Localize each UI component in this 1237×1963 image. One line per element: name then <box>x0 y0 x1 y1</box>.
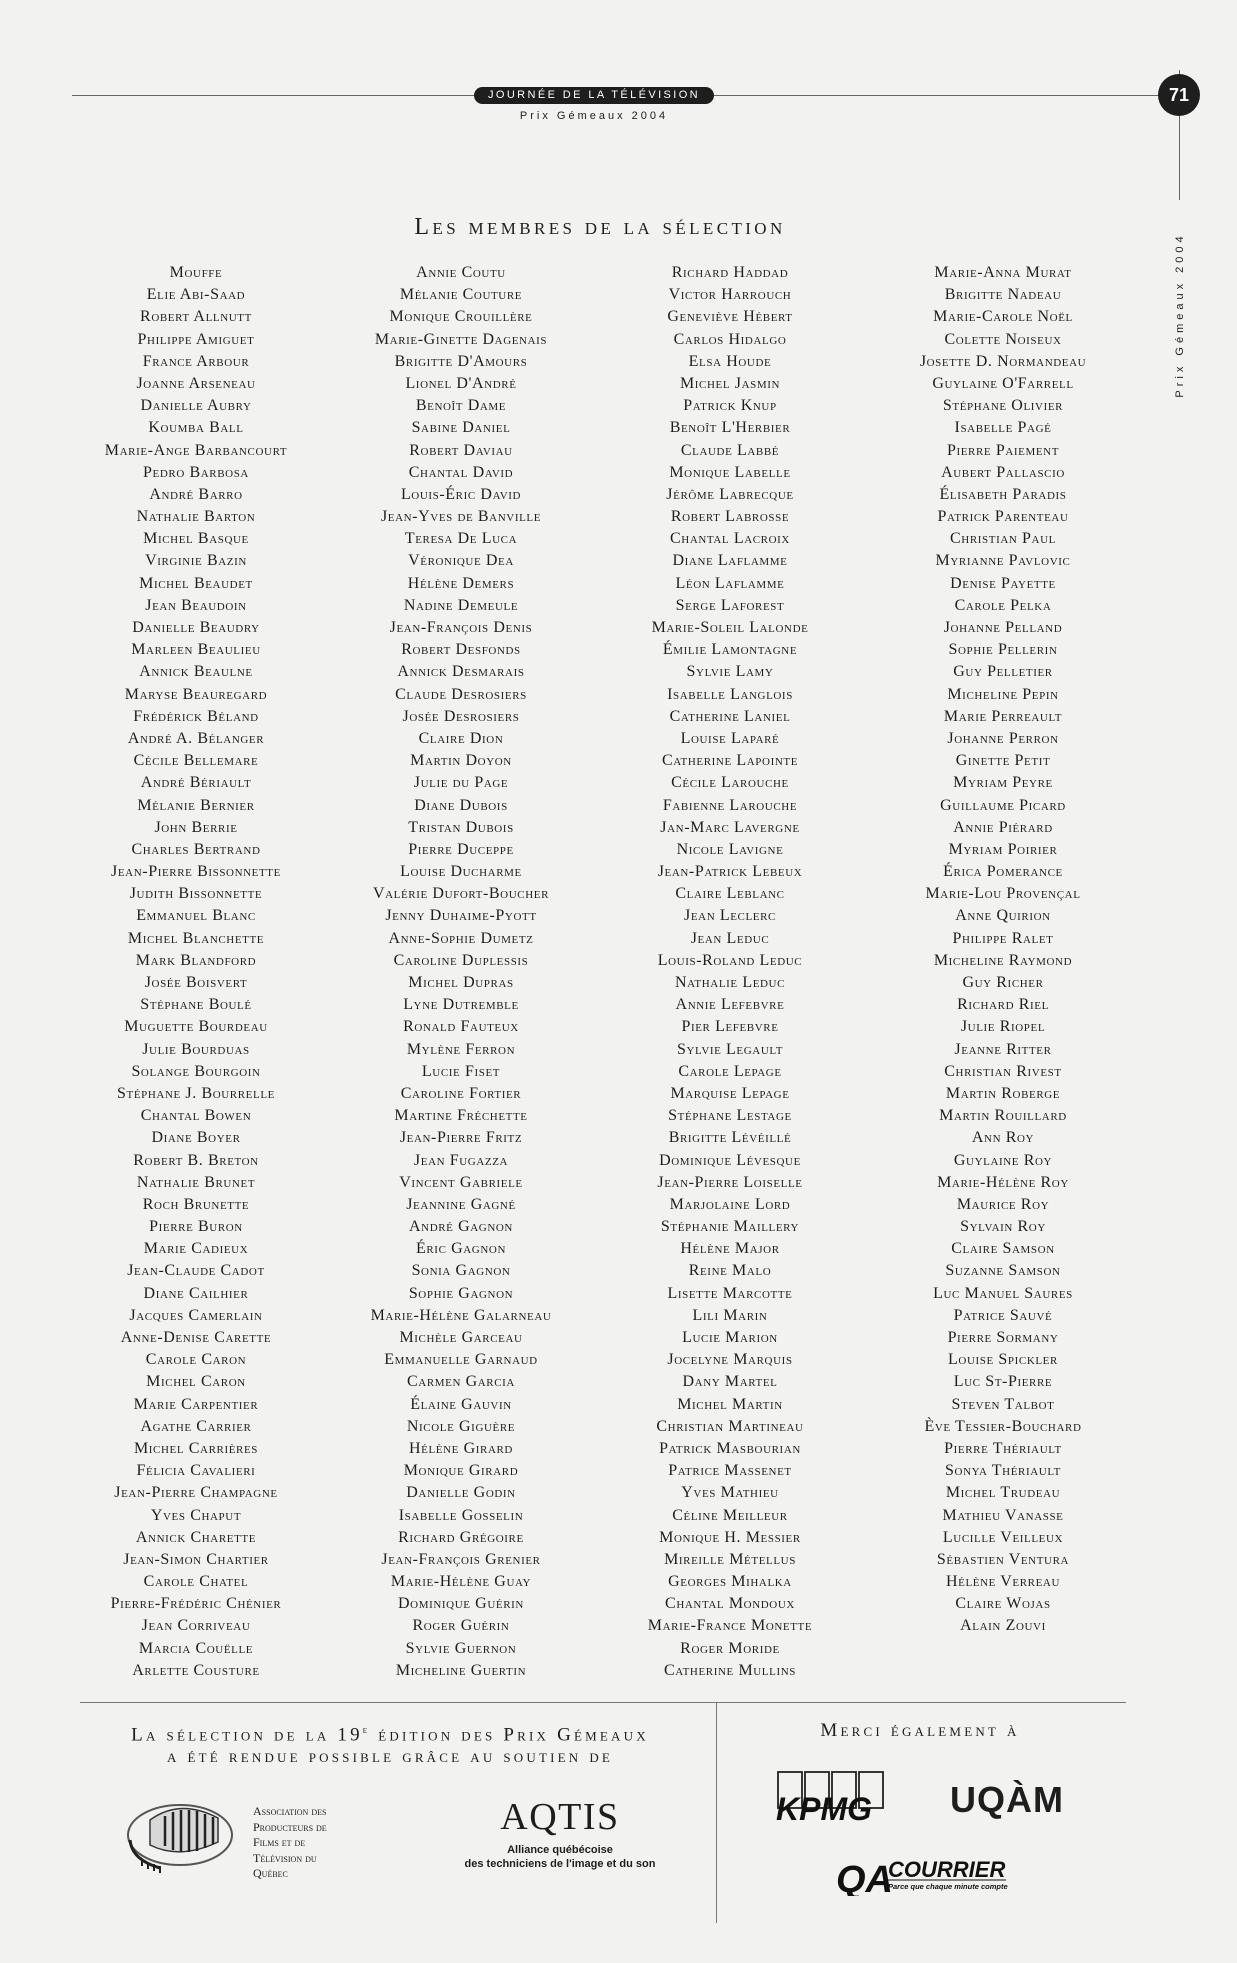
member-name: Christian Paul <box>950 530 1056 548</box>
member-name: Hélène Verreau <box>945 1573 1061 1591</box>
member-name: Michel Basque <box>143 530 249 548</box>
member-name: Patrice Sauvé <box>953 1306 1053 1324</box>
member-name: Éric Gagnon <box>416 1240 506 1258</box>
footer-rule <box>80 1702 1126 1703</box>
member-name: Carole Chatel <box>143 1573 249 1591</box>
member-name: Catherine Laniel <box>669 707 791 725</box>
member-name: Jacques Camerlain <box>129 1306 263 1324</box>
member-name: Carole Caron <box>145 1351 247 1369</box>
member-name: Léon Laflamme <box>675 574 785 592</box>
member-name: Caroline Fortier <box>400 1084 522 1102</box>
member-name: Marie-Ange Barbancourt <box>104 441 288 459</box>
member-name: Serge Laforest <box>675 596 785 614</box>
member-name: Carole Pelka <box>954 596 1052 614</box>
member-name: Diane Cailhier <box>143 1284 249 1302</box>
member-name: Richard Haddad <box>671 264 789 281</box>
member-name: Pierre Paiement <box>946 441 1060 459</box>
member-name: Michel Trudeau <box>945 1484 1061 1502</box>
member-name: Stéphane Olivier <box>942 397 1064 415</box>
names-column-3 <box>605 262 855 1682</box>
member-name: Élaine Gauvin <box>410 1395 512 1413</box>
member-name: Louise Ducharme <box>400 863 522 881</box>
member-name: Lucille Veilleux <box>942 1528 1064 1546</box>
footer-divider <box>716 1703 717 1923</box>
member-name: Marjolaine Lord <box>669 1195 791 1213</box>
member-name: Colette Noiseux <box>944 330 1062 348</box>
member-name: Michel Jasmin <box>679 374 781 392</box>
member-name: Nathalie Barton <box>136 508 256 526</box>
header-banner: JOURNÉE DE LA TÉLÉVISION <box>474 87 714 104</box>
member-name: John Berrie <box>154 818 238 836</box>
member-name: Stéphane Lestage <box>668 1107 792 1125</box>
member-name: Monique Crouillère <box>389 308 533 326</box>
member-name: Jean-Pierre Loiselle <box>657 1173 803 1191</box>
member-name: Nathalie Brunet <box>136 1173 256 1191</box>
member-name: Sylvie Legault <box>676 1040 784 1058</box>
member-name: Annick Charette <box>135 1528 257 1546</box>
member-name: Brigitte Lévéillé <box>668 1129 792 1147</box>
member-name: Nicole Lavigne <box>676 840 784 858</box>
member-name: Catherine Mullins <box>664 1661 796 1679</box>
apfftq-line: Films et de <box>253 1835 306 1849</box>
member-name: Catherine Lapointe <box>661 752 799 770</box>
member-name: Monique H. Messier <box>659 1528 801 1546</box>
member-name: Marie-France Monette <box>647 1617 813 1635</box>
member-name: Jérôme Labrecque <box>666 485 794 503</box>
member-name: Véronique Dea <box>408 552 514 570</box>
member-name: Luc St-Pierre <box>953 1373 1053 1391</box>
member-name: Chantal Mondoux <box>665 1595 795 1613</box>
member-name: Chantal Lacroix <box>670 530 790 548</box>
member-name: Guylaine O'Farrell <box>932 374 1074 392</box>
member-name: Anne-Denise Carette <box>120 1329 272 1346</box>
member-name: Jean-Pierre Fritz <box>399 1129 523 1147</box>
member-name: Jean Fugazza <box>413 1151 509 1169</box>
member-name: Ronald Fauteux <box>403 1018 519 1036</box>
member-name: Julie Bourduas <box>142 1040 250 1058</box>
member-name: Jean-François Grenier <box>381 1550 541 1568</box>
member-name: Carlos Hidalgo <box>673 330 787 348</box>
member-name: Robert Labrosse <box>670 508 790 526</box>
member-name: Isabelle Pagé <box>954 419 1052 437</box>
member-name: Lyne Dutremble <box>403 996 519 1014</box>
aqtis-wordmark: AQTIS <box>500 1796 620 1838</box>
member-name: Jean-François Denis <box>389 619 533 636</box>
member-name: Robert Allnutt <box>140 308 252 326</box>
member-name: André A. Bélanger <box>127 729 265 747</box>
member-name: Hélène Major <box>680 1240 780 1258</box>
member-name: Josée Desrosiers <box>402 707 520 725</box>
member-name: Virginie Bazin <box>145 552 247 570</box>
member-name: Alain Zouvi <box>960 1617 1046 1635</box>
member-name: Patrick Masbourian <box>659 1439 801 1457</box>
member-name: Robert B. Breton <box>133 1151 259 1169</box>
member-name: Louis-Éric David <box>400 485 522 503</box>
member-name: Valérie Dufort-Boucher <box>372 885 550 903</box>
member-name: Claire Leblanc <box>675 885 785 903</box>
member-name: Cécile Bellemare <box>133 752 259 770</box>
names-column-4 <box>878 262 1128 1638</box>
member-name: Sonya Thériault <box>945 1462 1061 1480</box>
member-name: Muguette Bourdeau <box>124 1018 268 1036</box>
member-name: Anne-Sophie Dumetz <box>388 929 534 947</box>
member-name: Yves Chaput <box>150 1506 242 1524</box>
courrier-wordmark-icon <box>836 1856 1016 1896</box>
member-name: Monique Girard <box>403 1462 519 1480</box>
sponsor-statement-line-1: La sélection de la 19e édition des Prix Gémeaux <box>131 1724 649 1746</box>
apfftq-line: Télévision du <box>253 1850 317 1865</box>
member-name: Guy Pelletier <box>953 663 1053 681</box>
kpmg-boxes-icon <box>774 1768 894 1830</box>
member-name: Agathe Carrier <box>140 1417 252 1435</box>
member-name: Elsa Houde <box>688 352 772 370</box>
member-name: Hélène Demers <box>407 574 515 592</box>
colosseum-emblem-icon <box>120 1790 240 1880</box>
member-name: Emmanuelle Garnaud <box>384 1351 538 1369</box>
member-name: Stéphane Boulé <box>140 996 252 1014</box>
member-name: Sylvie Guernon <box>405 1639 517 1657</box>
member-name: Tristan Dubois <box>408 818 514 836</box>
member-name: Lionel D'André <box>405 374 517 392</box>
member-name: Mélanie Couture <box>399 286 523 304</box>
member-name: Charles Bertrand <box>131 840 261 858</box>
member-name: Reine Malo <box>688 1262 772 1280</box>
member-name: Jeannine Gagné <box>406 1195 516 1213</box>
names-column-1 <box>71 262 321 1682</box>
member-name: Louis-Roland Leduc <box>657 951 803 969</box>
member-name: Roger Guérin <box>412 1617 510 1635</box>
member-name: Jeanne Ritter <box>954 1040 1052 1058</box>
member-name: Pierre Sormany <box>947 1329 1059 1346</box>
member-name: Stéphanie Maillery <box>660 1218 800 1236</box>
member-name: Julie Riopel <box>960 1018 1046 1036</box>
member-name: Michel Dupras <box>408 974 514 991</box>
member-name: Julie du Page <box>413 774 509 792</box>
member-name: Victor Harrouch <box>668 286 792 304</box>
member-name: Jenny Duhaime-Pyott <box>385 907 537 925</box>
member-name: Patrice Massenet <box>668 1462 792 1480</box>
member-name: Jean Leclerc <box>684 907 776 925</box>
member-name: Anne Quirion <box>955 907 1051 925</box>
member-name: Vincent Gabriele <box>399 1173 523 1191</box>
member-name: Émilie Lamontagne <box>662 641 798 659</box>
member-name: Pierre Duceppe <box>408 840 514 858</box>
member-name: Mélanie Bernier <box>137 796 255 814</box>
member-name: Pier Lefebvre <box>681 1018 779 1036</box>
apfftq-line: Association des <box>253 1804 327 1818</box>
member-name: Sophie Pellerin <box>948 641 1058 659</box>
member-name: Pedro Barbosa <box>143 463 249 481</box>
member-name: Micheline Pepin <box>947 685 1059 703</box>
apfftq-line: Québec <box>253 1866 288 1880</box>
member-name: Céline Meilleur <box>672 1506 788 1524</box>
member-name: Mylène Ferron <box>406 1040 516 1058</box>
member-name: Chantal David <box>408 463 514 481</box>
member-name: Myriam Poirier <box>948 840 1058 858</box>
member-name: Pierre Thériault <box>944 1439 1062 1457</box>
member-name: Sonia Gagnon <box>411 1262 511 1280</box>
member-name: Marie-Lou Provençal <box>925 885 1081 903</box>
member-name: Micheline Raymond <box>933 951 1073 969</box>
member-name: André Gagnon <box>409 1218 513 1236</box>
member-name: Johanne Perron <box>947 729 1059 747</box>
member-name: Nadine Demeule <box>403 596 519 614</box>
member-name: Dany Martel <box>682 1373 778 1391</box>
member-name: Marie Perreault <box>943 707 1063 725</box>
member-name: Carmen Garcia <box>407 1373 515 1391</box>
member-name: Benoît Dame <box>415 397 507 415</box>
member-name: Annie Piérard <box>953 818 1053 836</box>
member-name: Chantal Bowen <box>140 1107 252 1125</box>
member-name: Diane Dubois <box>414 796 508 814</box>
member-name: Jean-Patrick Lebeux <box>657 863 803 881</box>
member-name: Richard Riel <box>957 996 1049 1014</box>
member-name: Lucie Fiset <box>421 1062 501 1080</box>
member-name: Christian Martineau <box>656 1417 804 1435</box>
member-name: Mark Blandford <box>135 951 257 969</box>
member-name: André Barro <box>149 485 243 503</box>
member-name: Michel Beaudet <box>139 574 253 592</box>
member-name: Joanne Arseneau <box>136 374 256 392</box>
member-name: Claire Samson <box>951 1240 1055 1258</box>
member-name: Guillaume Picard <box>940 796 1066 814</box>
member-name: Michèle Garceau <box>399 1329 523 1346</box>
member-name: Michel Carrières <box>133 1439 259 1457</box>
member-name: Jean-Pierre Bissonnette <box>111 863 281 881</box>
member-name: Brigitte D'Amours <box>394 352 528 370</box>
member-name: Ann Roy <box>971 1129 1035 1147</box>
member-name: Martin Doyon <box>410 752 512 770</box>
member-name: Sylvie Lamy <box>686 663 774 681</box>
member-name: Annick Beaulne <box>139 663 253 681</box>
member-name: Danielle Aubry <box>140 397 252 415</box>
member-name: Claude Desrosiers <box>395 685 527 703</box>
member-name: Stéphane J. Bourrelle <box>117 1084 275 1102</box>
courrier-name: COURRIER <box>888 1857 1006 1882</box>
aqtis-tagline: Alliance québécoise des techniciens de l'image et du son <box>464 1844 656 1870</box>
apfftq-line: Producteurs de <box>253 1819 327 1834</box>
member-name: Marquise Lepage <box>670 1084 790 1102</box>
member-name: Michel Martin <box>677 1395 783 1413</box>
member-name: Jan-Marc Lavergne <box>660 818 800 836</box>
member-name: Dominique Lévesque <box>659 1151 801 1169</box>
member-name: Martin Rouillard <box>939 1107 1067 1125</box>
member-name: Élisabeth Paradis <box>939 485 1067 503</box>
member-name: André Bériault <box>140 774 252 792</box>
member-name: Jean Beaudoin <box>145 596 247 614</box>
member-name: Jean-Claude Cadot <box>127 1262 265 1280</box>
aqtis-logo <box>440 1795 680 1885</box>
member-name: Louise Spickler <box>948 1351 1058 1369</box>
member-name: Brigitte Nadeau <box>944 286 1062 304</box>
member-name: Pierre-Frédéric Chénier <box>110 1595 282 1613</box>
member-name: Michel Caron <box>146 1373 246 1391</box>
member-name: Danielle Beaudry <box>132 619 260 636</box>
thanks-heading: Merci également à <box>820 1720 1020 1741</box>
member-name: Maurice Roy <box>956 1195 1050 1213</box>
member-name: Marie-Hélène Guay <box>390 1573 532 1591</box>
member-name: Danielle Godin <box>406 1484 516 1502</box>
member-name: Steven Talbot <box>951 1395 1055 1413</box>
courrier-logo <box>836 1856 1016 1896</box>
names-column-2 <box>336 262 586 1682</box>
member-name: Annie Lefebvre <box>675 996 785 1014</box>
member-name: Elie Abi-Saad <box>146 286 246 304</box>
member-name: Isabelle Langlois <box>667 685 793 703</box>
member-name: Claude Labbé <box>680 441 780 459</box>
header-subtitle: Prix Gémeaux 2004 <box>519 110 669 122</box>
member-name: Micheline Guertin <box>395 1661 527 1679</box>
member-name: Cécile Larouche <box>671 774 789 792</box>
member-name: Mathieu Vanasse <box>942 1506 1064 1524</box>
page-number: 71 <box>1158 74 1200 116</box>
courrier-qa: QA <box>836 1859 893 1896</box>
member-name: Geneviève Hébert <box>667 308 793 326</box>
member-name: Judith Bissonnette <box>129 885 263 903</box>
member-name: Frédérick Béland <box>133 707 259 725</box>
member-name: Robert Desfonds <box>401 641 521 659</box>
member-name: Georges Mihalka <box>668 1573 792 1591</box>
member-name: Denise Payette <box>950 574 1056 592</box>
member-name: Mireille Métellus <box>664 1550 796 1568</box>
member-name: Patrick Knup <box>683 397 777 415</box>
member-name: Annie Coutu <box>416 264 506 281</box>
member-name: Lucie Marion <box>682 1329 778 1346</box>
member-name: Sylvain Roy <box>960 1218 1046 1236</box>
member-name: Caroline Duplessis <box>393 951 529 969</box>
member-name: Jean-Pierre Champagne <box>114 1484 278 1502</box>
member-name: Guy Richer <box>962 974 1044 991</box>
member-name: Dominique Guérin <box>398 1595 524 1613</box>
member-name: Mouffe <box>169 264 223 281</box>
member-name: Fabienne Larouche <box>662 796 798 814</box>
member-name: Robert Daviau <box>409 441 513 459</box>
member-name: Josette D. Normandeau <box>919 352 1087 370</box>
member-name: Luc Manuel Saures <box>933 1284 1073 1302</box>
member-name: Claire Dion <box>418 729 504 747</box>
member-name: Josée Boisvert <box>144 974 248 991</box>
member-name: Michel Blanchette <box>127 929 265 947</box>
apfftq-name <box>253 1804 383 1882</box>
member-name: Roger Moride <box>680 1639 780 1657</box>
member-name: Nathalie Leduc <box>674 974 786 991</box>
member-name: Benoît L'Herbier <box>669 419 791 437</box>
member-name: Marie Carpentier <box>133 1395 259 1413</box>
member-name: Marie-Soleil Lalonde <box>651 619 809 636</box>
member-name: Myriam Peyre <box>953 774 1053 792</box>
member-name: Roch Brunette <box>142 1195 250 1213</box>
member-name: Félicia Cavalieri <box>136 1462 256 1480</box>
member-name: Hélène Girard <box>409 1439 513 1457</box>
member-name: Diane Laflamme <box>672 552 788 570</box>
member-name: Marie-Hélène Roy <box>937 1173 1069 1191</box>
member-name: Aubert Pallascio <box>941 463 1065 481</box>
member-name: Philippe Amiguet <box>137 330 255 348</box>
member-name: Louise Laparé <box>680 729 780 747</box>
member-name: Jean-Yves de Banville <box>380 508 542 526</box>
apfftq-logo <box>120 1790 370 1890</box>
member-name: Érica Pomerance <box>943 863 1063 881</box>
side-caption <box>1170 210 1190 420</box>
member-name: Martine Fréchette <box>394 1107 528 1125</box>
member-name: Teresa De Luca <box>404 530 518 548</box>
member-name: Patrick Parenteau <box>937 508 1069 526</box>
member-name: Yves Mathieu <box>681 1484 779 1502</box>
member-name: Johanne Pelland <box>943 619 1063 636</box>
member-name: Marie-Hélène Galarneau <box>370 1306 552 1324</box>
member-name: Lisette Marcotte <box>667 1284 793 1302</box>
member-name: Emmanuel Blanc <box>136 907 256 925</box>
kpmg-wordmark: KPMG <box>776 1791 872 1827</box>
member-name: Suzanne Samson <box>945 1262 1061 1280</box>
member-name: Marie-Carole Noël <box>933 308 1073 326</box>
member-name: Richard Grégoire <box>398 1528 524 1546</box>
member-name: Ève Tessier-Bouchard <box>924 1417 1082 1435</box>
side-caption-text: Prix Gémeaux 2004 <box>1174 232 1186 398</box>
member-name: Jean Corriveau <box>141 1617 251 1635</box>
member-name: Marie Cadieux <box>143 1240 249 1258</box>
member-name: Marie-Ginette Dagenais <box>374 330 548 348</box>
member-name: Marie-Anna Murat <box>934 264 1072 281</box>
member-name: Arlette Cousture <box>132 1661 260 1679</box>
member-name: Solange Bourgoin <box>131 1062 261 1080</box>
member-name: Jean Leduc <box>690 929 770 947</box>
member-name: Pierre Buron <box>149 1218 243 1236</box>
member-name: Ginette Petit <box>955 752 1051 770</box>
member-name: Koumba Ball <box>148 419 244 437</box>
sponsor-statement <box>110 1720 670 1768</box>
member-name: Carole Lepage <box>678 1062 782 1080</box>
member-name: France Arbour <box>142 352 250 370</box>
member-name: Guylaine Roy <box>953 1151 1053 1169</box>
sponsor-statement-line-2: a été rendue possible grâce au soutien de <box>166 1746 614 1768</box>
member-name: Monique Labelle <box>669 463 791 481</box>
member-name: Isabelle Gosselin <box>398 1506 524 1524</box>
member-name: Diane Boyer <box>151 1129 241 1147</box>
page-title: Les membres de la sélection <box>414 214 786 240</box>
uqam-logo: UQÀM <box>950 1779 1064 1820</box>
member-name: Jean-Simon Chartier <box>123 1550 269 1568</box>
member-name: Sabine Daniel <box>411 419 511 437</box>
member-name: Lili Marin <box>692 1306 768 1324</box>
member-name: Claire Wojas <box>955 1595 1051 1613</box>
member-name: Sébastien Ventura <box>936 1550 1070 1568</box>
courrier-tagline: Parce que chaque minute compte <box>888 1882 1008 1891</box>
member-name: Philippe Ralet <box>952 929 1054 947</box>
member-name: Marleen Beaulieu <box>131 641 261 659</box>
member-name: Myrianne Pavlovic <box>935 552 1071 570</box>
kpmg-logo <box>774 1768 894 1830</box>
member-name: Nicole Giguère <box>406 1417 516 1435</box>
member-name: Jocelyne Marquis <box>667 1351 793 1369</box>
member-name: Annick Desmarais <box>397 663 525 681</box>
member-name: Marcia Couëlle <box>138 1639 254 1657</box>
member-name: Christian Rivest <box>944 1062 1062 1080</box>
member-name: Maryse Beauregard <box>124 685 268 703</box>
member-name: Sophie Gagnon <box>408 1284 514 1302</box>
member-name: Martin Roberge <box>945 1084 1061 1102</box>
